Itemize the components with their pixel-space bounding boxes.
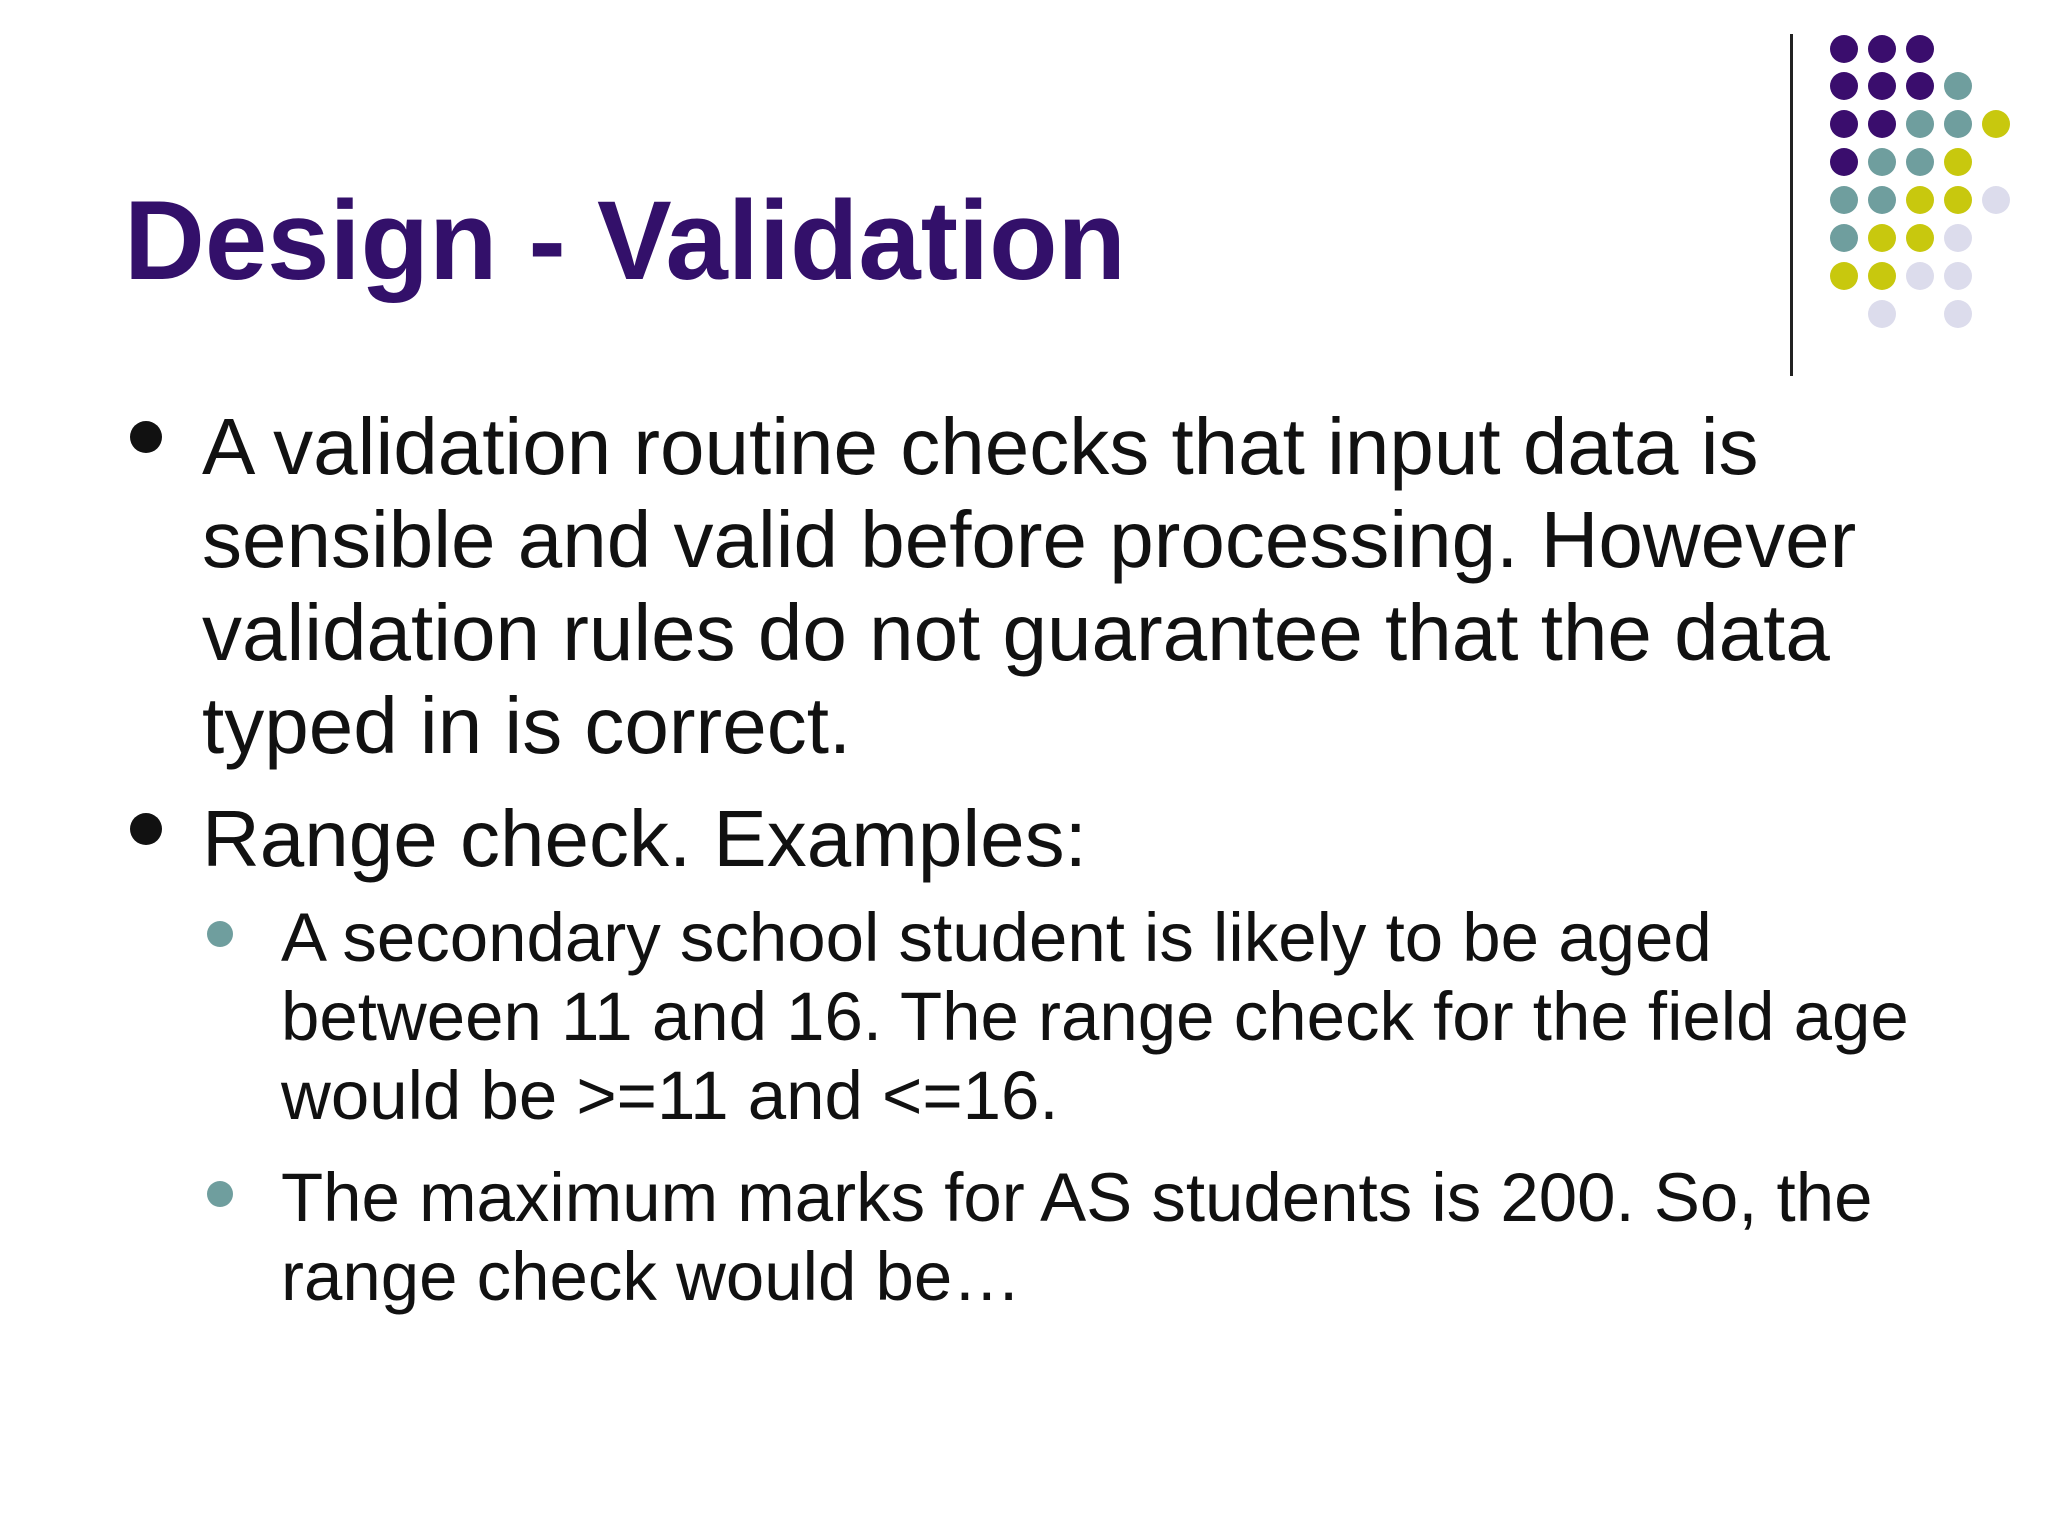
decor-dot <box>1944 262 1972 290</box>
decor-dot <box>1906 186 1934 214</box>
decor-dot <box>1944 186 1972 214</box>
decor-dot <box>1830 224 1858 252</box>
bullet-dot-icon <box>130 813 162 845</box>
decor-dot <box>1830 262 1858 290</box>
decor-dot <box>1944 72 1972 100</box>
decor-dot <box>1830 148 1858 176</box>
decor-dot <box>1868 224 1896 252</box>
sub-bullet-text: The maximum marks for AS students is 200. So, the range check would be… <box>281 1159 1873 1315</box>
sub-bullet-dot-icon <box>207 921 233 947</box>
decor-dot <box>1906 110 1934 138</box>
decor-dot <box>1868 148 1896 176</box>
bullet-text: A validation routine checks that input data is sensible and valid before processing. However validation rules do not guarantee that the data typed in is correct. <box>202 402 1857 770</box>
sub-bullet-text: A secondary school student is likely to be aged between 11 and 16. The range check for the field age would be >=11 and <=16. <box>281 899 1909 1134</box>
decor-dot <box>1944 224 1972 252</box>
decor-dot <box>1868 300 1896 328</box>
decor-dot <box>1906 72 1934 100</box>
decor-dot <box>1868 72 1896 100</box>
decor-dot <box>1830 35 1858 63</box>
decor-dot <box>1944 110 1972 138</box>
bullet-dot-icon <box>130 421 162 453</box>
decor-dot <box>1830 110 1858 138</box>
decor-dot <box>1830 186 1858 214</box>
decor-dot <box>1868 262 1896 290</box>
decor-dot <box>1982 110 2010 138</box>
decor-dot <box>1906 148 1934 176</box>
decor-dot <box>1982 186 2010 214</box>
decor-dot <box>1944 300 1972 328</box>
decor-dot <box>1868 186 1896 214</box>
slide-title: Design - Validation <box>124 178 1126 303</box>
decor-dot <box>1830 72 1858 100</box>
decor-dot <box>1906 262 1934 290</box>
bullet-text: Range check. Examples: <box>202 794 1087 883</box>
sub-bullet-dot-icon <box>207 1181 233 1207</box>
decor-dot <box>1868 110 1896 138</box>
decor-dot <box>1906 35 1934 63</box>
decor-dot <box>1868 35 1896 63</box>
decor-dot <box>1944 148 1972 176</box>
decor-dot <box>1906 224 1934 252</box>
title-divider-line <box>1790 34 1793 376</box>
